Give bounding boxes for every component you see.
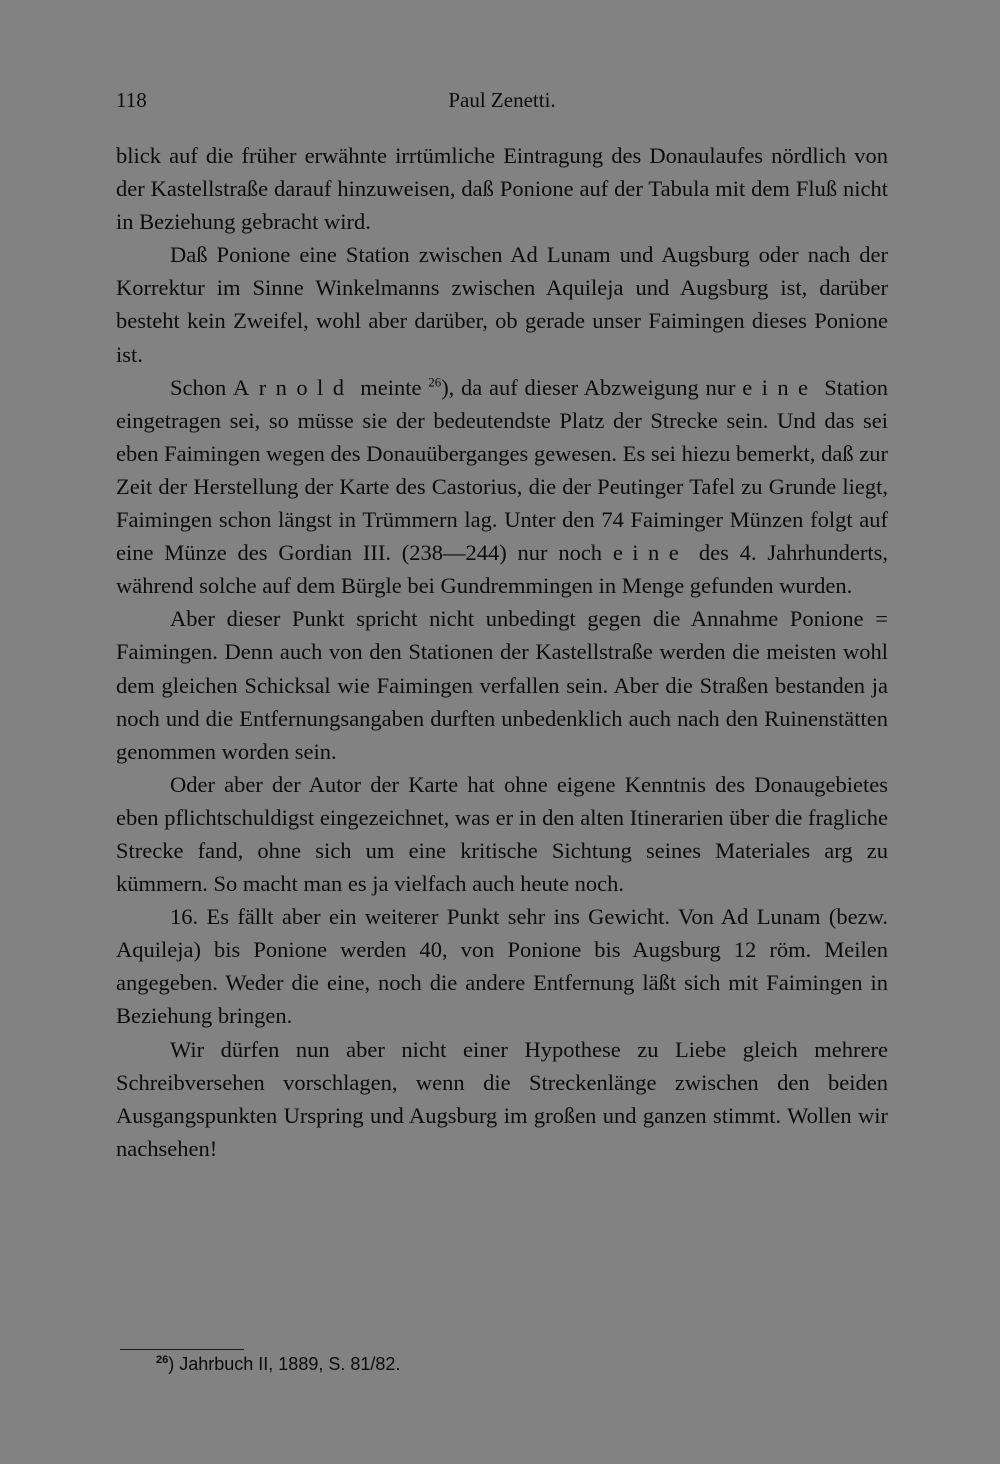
footnote bbox=[156, 1352, 856, 1376]
footnote-divider bbox=[120, 1349, 244, 1350]
emphasis-eine-2: eine bbox=[612, 540, 689, 566]
paragraph-3-text-e: des 4. Jahrhunderts, während solche auf dem Bürgle bei Gundremmingen in Menge gefunden wurden. bbox=[116, 540, 888, 599]
paragraph-3-text-c: ), da auf dieser Abzweigung nur bbox=[441, 374, 743, 400]
running-head: Paul Zenetti. bbox=[448, 88, 556, 112]
author-name-spaced: Arnold bbox=[233, 374, 354, 400]
paragraph-3-text-a: Schon bbox=[170, 374, 233, 400]
paragraph-3-text-d: Station eingetragen sei, so müsse sie der bedeutendste Platz der Strecke sein. Und das sei eben Faimingen wegen des Donauüberganges gewesen. Es sei hiezu bemerkt, daß zur Zeit der Herstellung der Karte des Castorius, die der Peutinger Tafel zu Grunde liegt, Faimingen schon längst in Trümmern lag. Unter den 74 Faiminger Münzen folgt auf eine Münze des Gordian III. (238—244) nur noch bbox=[116, 374, 889, 566]
paragraph-4: Aber dieser Punkt spricht nicht unbedingt gegen die Annahme Ponione = Faimingen. Denn auch von den Stationen der Kastellstraße werden die meisten wohl dem gleichen Schicksal wie Faimingen verfallen sein. Aber die Straßen bestanden ja noch und die Entfernungsangaben durften unbedenklich auch nach den Ruinenstätten genommen worden sein. bbox=[116, 606, 888, 764]
paragraph-5: Oder aber der Autor der Karte hat ohne eigene Kenntnis des Donaugebietes eben pflichtschuldigst eingezeichnet, was er in den alten Itinerarien über die fragliche Strecke fand, ohne sich um eine kritische Sichtung seines Materiales arg zu kümmern. So macht man es ja vielfach auch heute noch. bbox=[116, 771, 888, 897]
paragraph-2: Daß Ponione eine Station zwischen Ad Lunam und Augsburg oder nach der Korrektur im Sinne Winkelmanns zwischen Aquileja und Augsburg ist, darüber besteht kein Zweifel, wohl aber darüber, ob gerade unser Faimingen dieses Ponione ist. bbox=[116, 242, 888, 367]
footnote-text: ) Jahrbuch II, 1889, S. 81/82. bbox=[168, 1354, 401, 1374]
emphasis-eine-1: eine bbox=[742, 374, 818, 400]
body-text bbox=[116, 139, 888, 1165]
footnote-reference: 26 bbox=[428, 374, 442, 390]
page-number: 118 bbox=[116, 88, 147, 112]
paragraph-7: Wir dürfen nun aber nicht einer Hypothese zu Liebe gleich mehrere Schreibversehen vorschlagen, wenn die Streckenlänge zwischen den beiden Ausgangspunkten Urspring und Augsburg im großen und ganzen stimmt. Wollen wir nachsehen! bbox=[116, 1036, 888, 1161]
page-header bbox=[116, 88, 888, 116]
paragraph-3 bbox=[116, 371, 888, 603]
paragraph-6: 16. Es fällt aber ein weiterer Punkt sehr ins Gewicht. Von Ad Lunam (bezw. Aquileja) bis Ponione werden 40, von Ponione bis Augsburg 12 röm. Meilen angegeben. Weder die eine, noch die andere Entfernung läßt sich mit Faimingen in Beziehung bringen. bbox=[116, 904, 888, 1029]
paragraph-1: blick auf die früher erwähnte irrtümliche Eintragung des Donaulaufes nördlich von der Kastellstraße darauf hinzuweisen, daß Ponione auf der Tabula mit dem Fluß nicht in Beziehung gebracht wird. bbox=[116, 143, 888, 235]
paragraph-3-text-b: meinte bbox=[353, 374, 429, 400]
footnote-number: 26 bbox=[156, 1354, 169, 1366]
